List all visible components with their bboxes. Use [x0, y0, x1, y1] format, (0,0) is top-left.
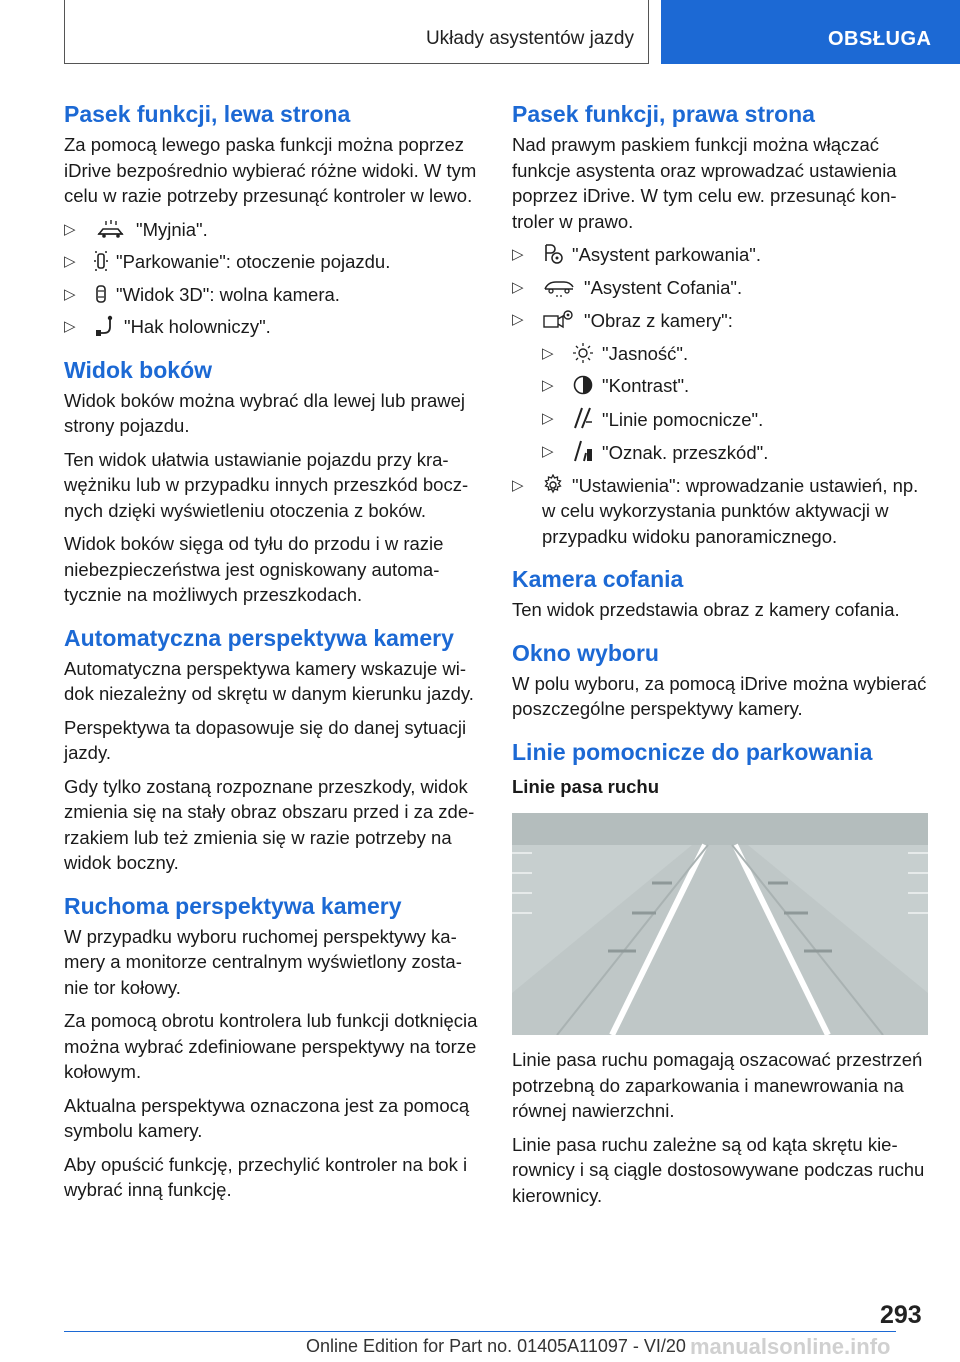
parking-view-icon	[94, 250, 108, 272]
bullet-icon: ▷	[512, 476, 524, 494]
list-item-label: "Oznak. przeszkód".	[602, 442, 769, 463]
watermark: manualsonline.info	[690, 1334, 891, 1359]
camera-settings-icon	[542, 307, 576, 331]
heading-rear-camera: Kamera cofania	[512, 566, 684, 592]
list-item-label: "Widok 3D": wolna kamera.	[116, 283, 340, 305]
brightness-icon	[572, 342, 594, 364]
list-item-label: "Ustawienia": wprowadzanie ustawień, np. w celu wykorzystania punktów aktywacji w przypadku widoku panoramicznego.	[542, 474, 919, 547]
bullet-icon: ▷	[64, 253, 76, 270]
chapter-tab-label: OBSŁUGA	[828, 28, 932, 50]
header-section-box	[64, 0, 649, 64]
list-item-label: "Myjnia".	[136, 218, 208, 240]
list-item-label: "Hak holowniczy".	[124, 316, 271, 337]
bullet-icon: ▷	[512, 278, 524, 296]
list-item-3d-view	[64, 282, 480, 308]
paragraph: Widok boków sięga od tyłu do przodu i w razie niebezpieczeństwa jest ogniskowany automatycznie na możliwych przeszkodach.	[64, 533, 444, 605]
paragraph: Linie pasa ruchu zależne są od kąta skrętu kierownicy i są ciągle dostosowywane podczas ruchu kierownicy.	[512, 1133, 925, 1206]
park-assistant-icon	[542, 243, 564, 265]
heading-selection-window: Okno wyboru	[512, 639, 659, 666]
list-item-label: "Obraz z kamery":	[584, 310, 733, 331]
list-item-camera-image	[512, 307, 928, 334]
paragraph: W przypadku wyboru ruchomej perspektywy kamery a monitorze centralnym wyświetlony zostanie tor kołowy.	[64, 925, 462, 998]
list-item-label: "Parkowanie": otoczenie pojazdu.	[116, 251, 391, 272]
list-item-label: "Asystent Cofania".	[584, 276, 743, 298]
list-item-parking	[64, 249, 480, 275]
contrast-icon	[572, 374, 594, 396]
paragraph: Nad prawym paskiem funkcji można włączać funkcje asystenta oraz wprowadzać ustawienia poprzez iDrive. W tym celu ew. przesunąć kontroler w prawo.	[512, 134, 897, 232]
right-column	[512, 98, 928, 1216]
page-header	[0, 0, 960, 66]
right-function-list	[512, 242, 928, 549]
paragraph: Aby opuścić funkcję, przechylić kontroler na bok i wybrać inną funkcję.	[64, 1153, 468, 1200]
list-item-label: "Linie pomocnicze".	[602, 408, 764, 430]
bullet-icon: ▷	[542, 443, 554, 460]
heading-right-function-bar: Pasek funkcji, prawa strona	[512, 101, 815, 127]
tow-hitch-icon	[94, 315, 116, 337]
paragraph: Ten widok przedstawia obraz z kamery cofania.	[512, 599, 900, 620]
3d-view-icon	[94, 283, 108, 305]
paragraph: Ten widok ułatwia ustawianie pojazdu przy krawężniku lub w przypadku innych przeszkód bocznych dzięki wyświetleniu otoczenia z boków.	[64, 448, 469, 521]
list-item-obstacle-marking	[512, 439, 928, 466]
bullet-icon: ▷	[64, 318, 76, 335]
paragraph: W polu wyboru, za pomocą iDrive można wybierać poszczególne perspektywy kamery.	[512, 672, 927, 719]
list-item-label: "Asystent parkowania".	[572, 244, 761, 265]
paragraph: Linie pasa ruchu pomagają oszacować przestrzeń potrzebną do zaparkowania i manewrowania na równej nawierzchni.	[512, 1049, 923, 1121]
heading-auto-camera-perspective: Automatyczna perspektywa kamery	[64, 624, 454, 651]
left-function-list	[64, 217, 480, 340]
heading-side-view: Widok boków	[64, 356, 213, 383]
paragraph: Gdy tylko zostaną rozpoznane przeszkody, widok zmienia się na stały obraz obszaru przed i za zderzakiem lub też zmienia się w razie potrzeby na widok boczny.	[64, 775, 475, 873]
footer-edition-text: Online Edition for Part no. 01405A11097 - VI/20	[306, 1336, 686, 1356]
heading-parking-guide-lines: Linie pomocnicze do parkowania	[512, 738, 873, 765]
heading-movable-camera-perspective: Ruchoma perspektywa kamery	[64, 892, 402, 919]
list-item-label: "Jasność".	[602, 342, 689, 364]
paragraph: Widok boków można wybrać dla lewej lub prawej strony pojazdu.	[64, 389, 466, 436]
list-item-settings	[512, 473, 928, 550]
gear-icon	[542, 474, 564, 496]
paragraph: Perspektywa ta dopasowuje się do danej sytuacji jazdy.	[64, 716, 467, 763]
left-column	[64, 98, 480, 1211]
paragraph: Automatyczna perspektywa kamery wskazuje widok niezależny od skrętu w danym kierunku jazdy.	[64, 657, 474, 704]
heading-left-function-bar: Pasek funkcji, lewa strona	[64, 101, 351, 127]
bullet-icon: ▷	[542, 409, 554, 427]
list-item-brightness	[512, 341, 928, 367]
reverse-assistant-icon	[542, 276, 576, 298]
lane-lines-illustration	[512, 813, 928, 1035]
paragraph: Za pomocą obrotu kontrolera lub funkcji dotknięcia można wybrać zdefiniowane perspektywy na torze kołowym.	[64, 1010, 478, 1082]
chapter-tab	[661, 0, 960, 64]
list-item-park-assistant	[512, 242, 928, 268]
bullet-icon: ▷	[542, 344, 554, 362]
section-title: Układy asystentów jazdy	[425, 28, 634, 49]
subheading-lane-lines: Linie pasa ruchu	[512, 775, 660, 797]
footer-divider	[64, 1331, 896, 1332]
list-item-label: "Kontrast".	[602, 375, 690, 396]
obstacle-marking-icon	[572, 439, 594, 463]
list-item-contrast	[512, 373, 928, 399]
list-item-tow-hitch	[64, 314, 480, 340]
paragraph: Za pomocą lewego paska funkcji można poprzez iDrive bezpośrednio wybierać różne widoki. W tym celu w razie potrzeby przesunąć kontroler w lewo.	[64, 134, 477, 206]
guide-lines-icon	[572, 406, 594, 430]
list-item-reverse-assistant	[512, 275, 928, 301]
bullet-icon: ▷	[64, 285, 76, 303]
car-wash-icon	[94, 218, 128, 240]
page-number: 293	[880, 1301, 922, 1329]
bullet-icon: ▷	[64, 220, 76, 238]
paragraph: Aktualna perspektywa oznaczona jest za pomocą symbolu kamery.	[64, 1094, 470, 1141]
bullet-icon: ▷	[512, 311, 524, 328]
list-item-guide-lines	[512, 406, 928, 433]
list-item-car-wash	[64, 217, 480, 243]
bullet-icon: ▷	[512, 246, 524, 263]
bullet-icon: ▷	[542, 377, 554, 394]
